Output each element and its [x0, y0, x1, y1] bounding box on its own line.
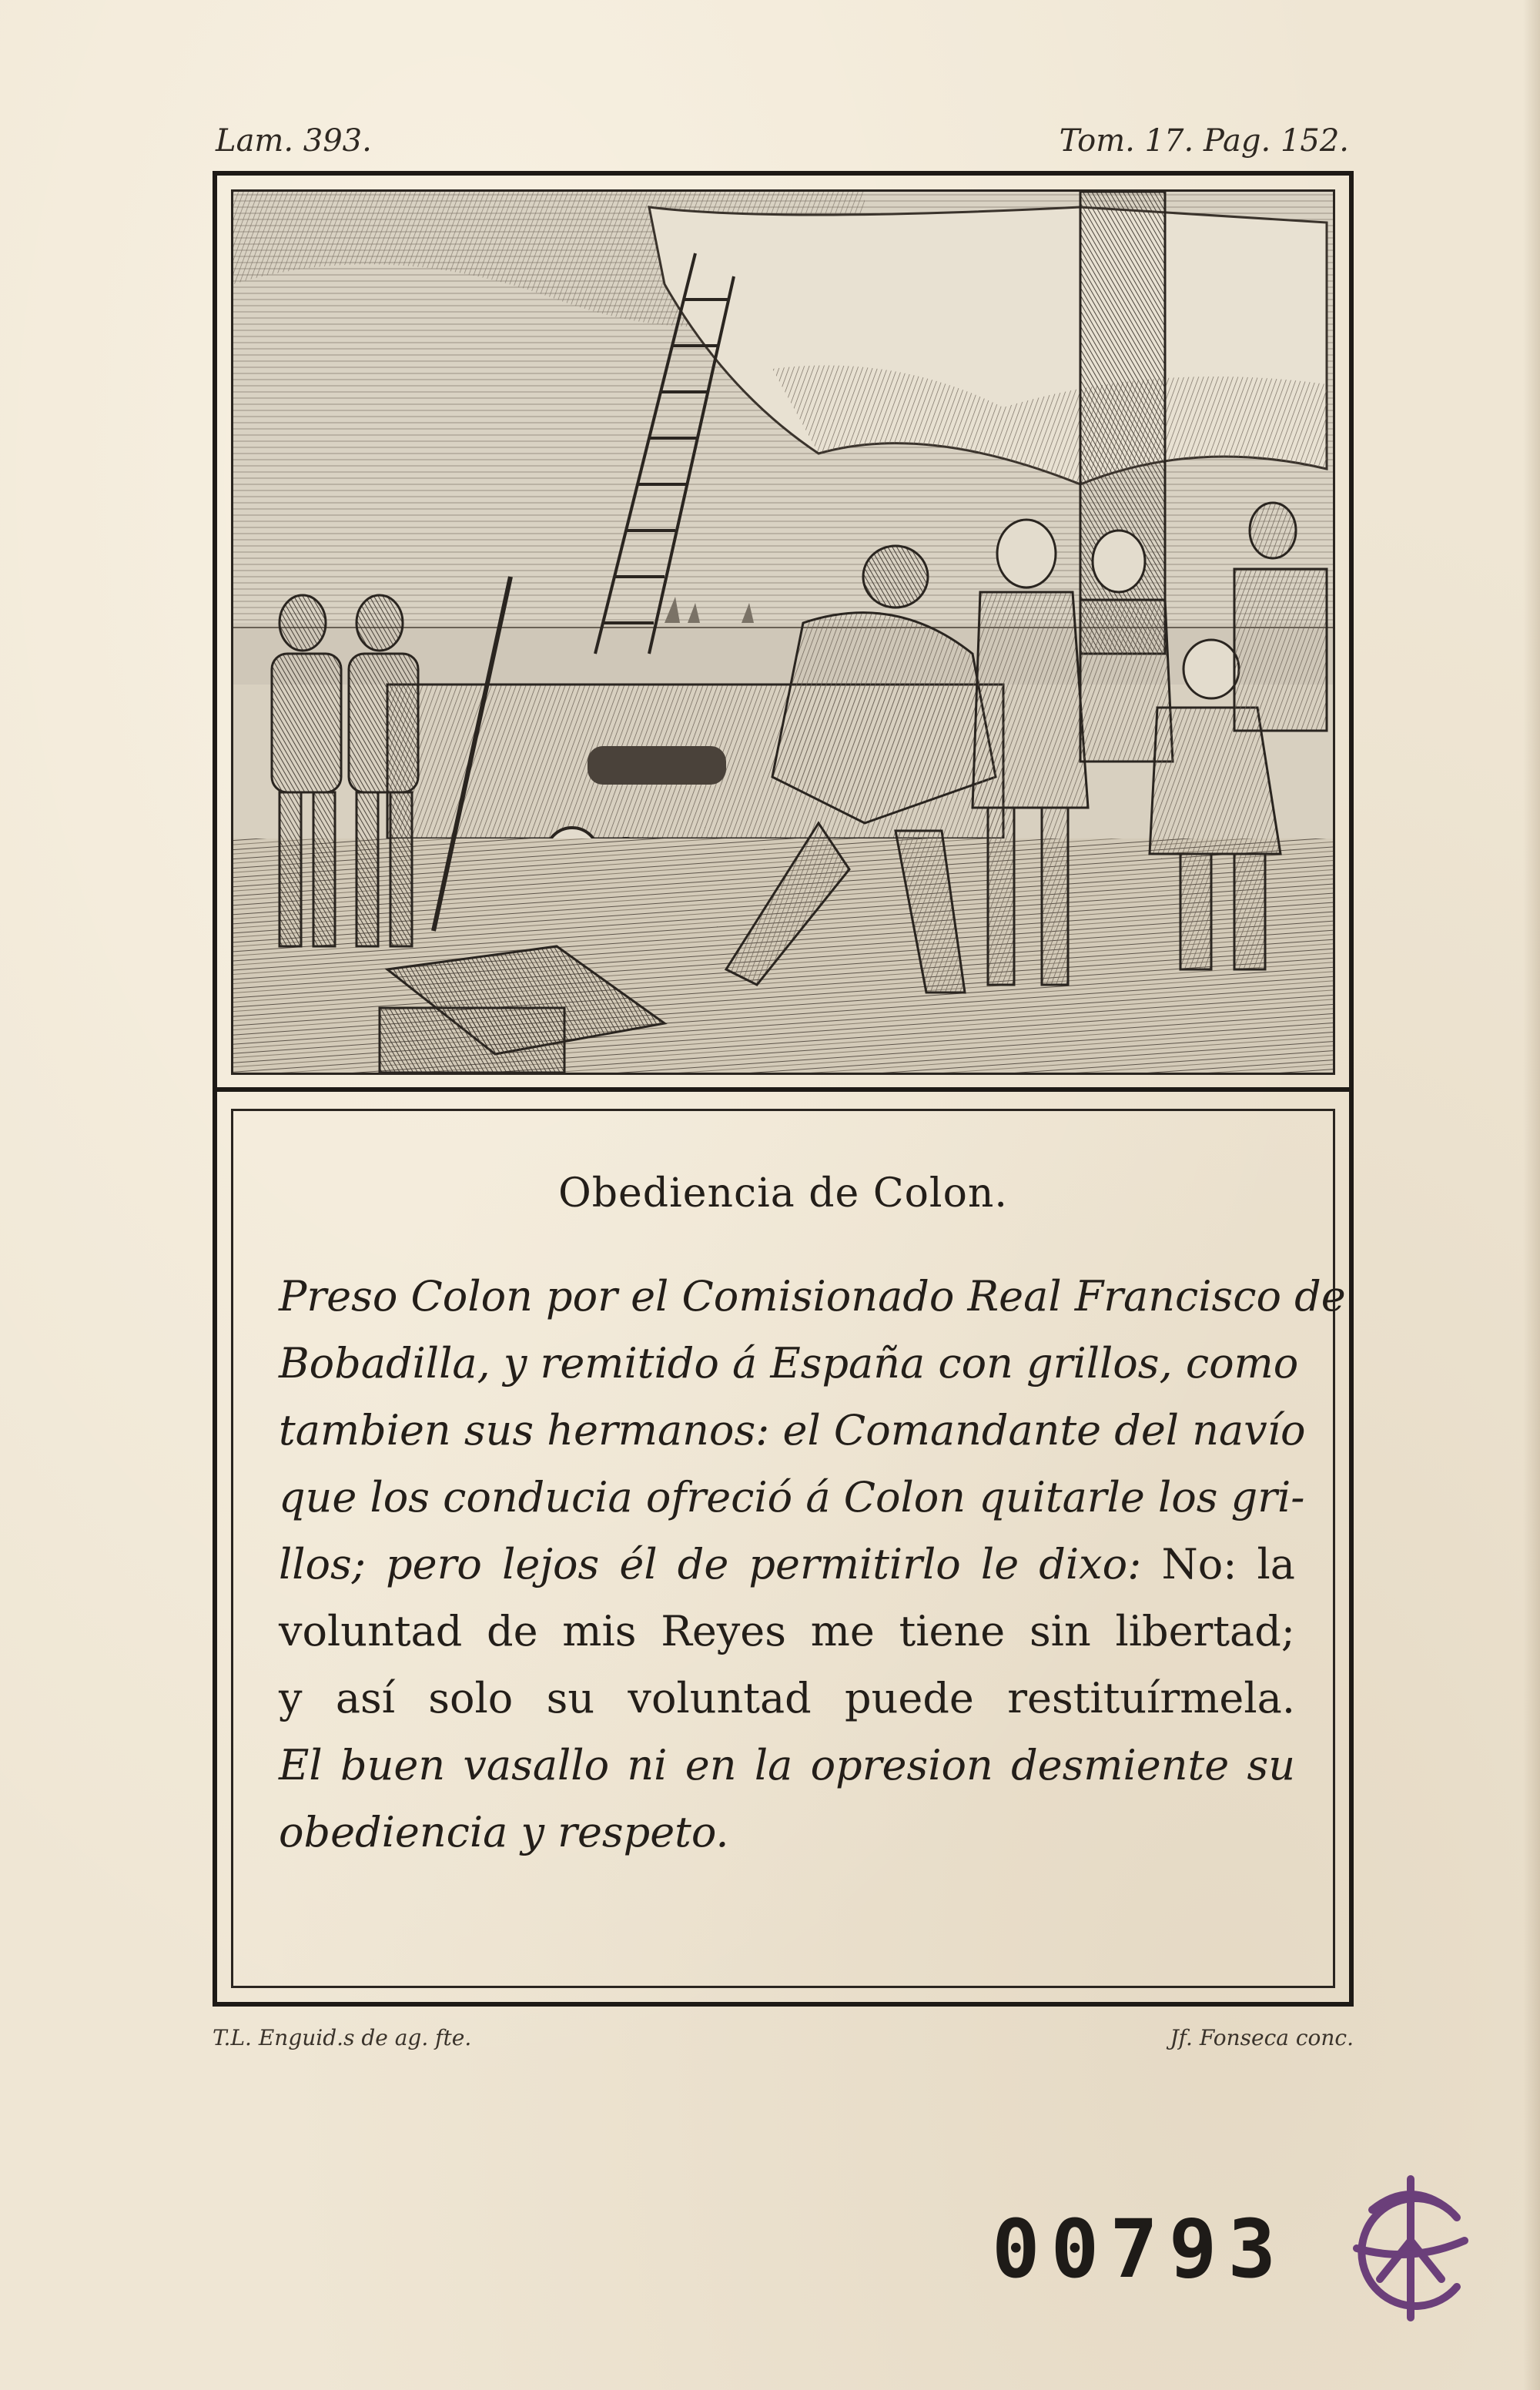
caption-line: El buen vasallo ni en la opresion desmiente su [279, 1741, 1295, 1789]
frame-divider [213, 1087, 1354, 1092]
caption-line: obediencia y respeto. [279, 1808, 729, 1856]
caption-line-italic-part: llos; pero lejos él de permitirlo le dixo: [279, 1540, 1162, 1588]
ship-deck-scene-icon [233, 192, 1333, 1073]
caption-line: voluntad de mis Reyes me tiene sin libertad; [279, 1607, 1295, 1655]
caption-line: Bobadilla, y remitido á España con grillos, como [279, 1339, 1299, 1387]
caption-line: que los conducia ofreció á Colon quitarle los gri- [279, 1473, 1305, 1521]
volume-page-reference: Tom. 17. Pag. 152. [1059, 123, 1349, 159]
monogram-stamp-icon [1326, 2164, 1495, 2333]
caption-body [279, 1263, 1346, 1866]
engraving-illustration [231, 189, 1335, 1075]
caption-line: tambien sus hermanos: el Comandante del navío [279, 1406, 1306, 1454]
caption-line-roman-part: No: la [1161, 1540, 1295, 1588]
plate-number: Lam. 393. [216, 123, 372, 159]
caption-line: Preso Colon por el Comisionado Real Francisco de [279, 1272, 1346, 1321]
caption-line: y así solo su voluntad puede restituírmela. [279, 1674, 1295, 1722]
finisher-credit: Jf. Fonseca conc. [1170, 2025, 1354, 2050]
engraver-credit: T.L. Enguid.s de ag. fte. [213, 2025, 472, 2050]
caption-line-mixed [279, 1531, 1295, 1598]
caption-title: Obediencia de Colon. [558, 1170, 1008, 1217]
inventory-number: 00793 [992, 2202, 1287, 2296]
